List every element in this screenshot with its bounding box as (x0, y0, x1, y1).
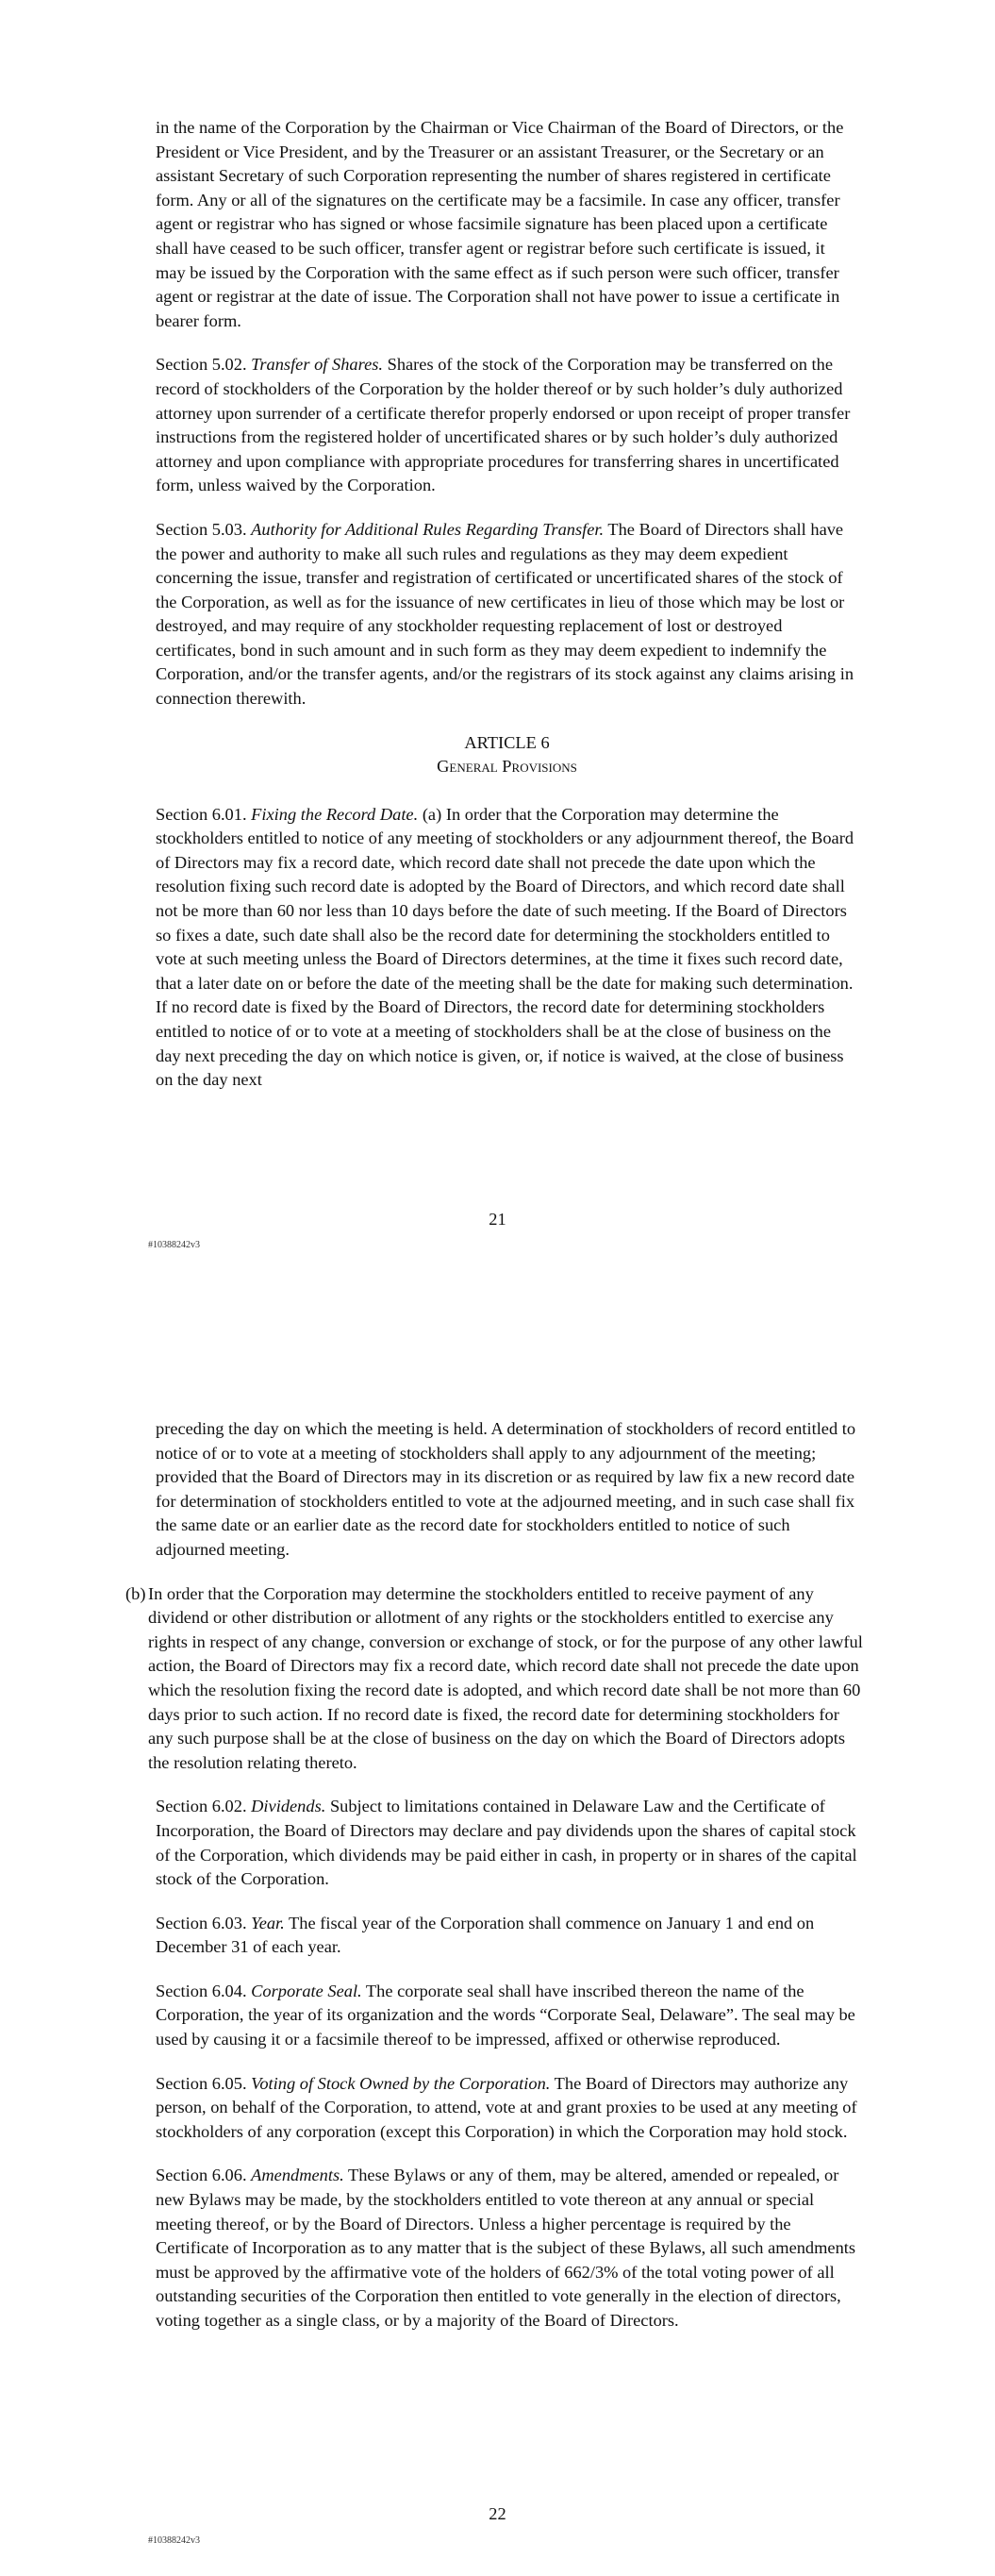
section-number: Section 6.04. (156, 1981, 247, 2000)
section-title: Corporate Seal. (251, 1981, 362, 2000)
section-title: Year. (251, 1913, 285, 1932)
section-title: Amendments. (251, 2166, 344, 2185)
section-text: The corporate seal shall have inscribed thereon the name of the Corporation, the year of its organization and the words “Corporate Seal, Delaware”. The seal may be used by causing it or a facsimile thereof to be impressed, affixed or otherwise reproduced. (156, 1981, 855, 2049)
section-6-04 (156, 1980, 858, 2052)
section-6-05 (156, 2072, 858, 2145)
section-text: (a) In order that the Corporation may determine the stockholders entitled to notice of any meeting of stockholders or any adjournment thereof, the Board of Directors may fix a record date, which record date shall not precede the date upon which the resolution fixing such record date is adopted by the Board of Directors, and which record date shall not be more than 60 nor less than 10 days before the date of such meeting. If the Board of Directors so fixes a date, such date shall also be the record date for determining the stockholders entitled to vote at such meeting unless the Board of Directors determines, at the time it fixes such record date, that a later date on or before the date of the meeting shall be the date for making such determination. If no record date is fixed by the Board of Directors, the record date for determining stockholders entitled to notice of or to vote at a meeting of stockholders shall be at the close of business on the day next preceding the day on which notice is given, or, if notice is waived, at the close of business on the day next (156, 804, 854, 1090)
clause-label: (b) (125, 1583, 146, 1603)
section-number: Section 5.03. (156, 519, 247, 539)
page-number: 21 (489, 1210, 506, 1229)
clause-text: In order that the Corporation may determine the stockholders entitled to receive payment of any dividend or other distribution or allotment of any rights or the stockholders entitled to exercise any rights in respect of any change, conversion or exchange of stock, or for the purpose of any other lawful action, the Board of Directors may fix a record date, which record date shall not precede the date upon which the resolution fixing the record date is adopted, and which record date shall be not more than 60 days prior to such action. If no record date is fixed, the record date for determining stockholders for any such purpose shall be at the close of business on the day on which the Board of Directors adopts the resolution relating thereto. (148, 1583, 863, 1772)
section-number: Section 6.03. (156, 1913, 247, 1932)
section-title: Authority for Additional Rules Regarding Transfer. (251, 519, 605, 539)
continuation-paragraph: preceding the day on which the meeting is held. A determination of stockholders of record entitled to notice of or to vote at a meeting of stockholders shall apply to any adjournment of the meeting; provided that the Board of Directors may in its discretion or as required by law fix a new record date for determination of stockholders entitled to vote at the adjourned meeting, and in such case shall fix the same date or an earlier date as the record date for stockholders entitled to notice of such adjourned meeting. (156, 1419, 856, 1559)
section-number: Section 6.01. (156, 804, 247, 824)
section-text: These Bylaws or any of them, may be altered, amended or repealed, or new Bylaws may be made, by the stockholders entitled to vote thereon at any annual or special meeting thereof, or by the Board of Directors. Unless a higher percentage is required by the Certificate of Incorporation as to any matter that is the subject of these Bylaws, all such amendments must be approved by the affirmative vote of the holders of 662/3% of the total voting power of all outstanding securities of the Corporation then entitled to vote generally in the election of directors, voting together as a single class, or by a majority of the Board of Directors. (156, 2166, 856, 2330)
page-body (125, 1417, 863, 2333)
section-5-02 (156, 353, 858, 498)
section-text: The Board of Directors shall have the power and authority to make all such rules and regulations as they may deem expedient concerning the issue, transfer and registration of certificated or uncertificated shares of the stock of the Corporation, as well as for the issuance of new certificates in lieu of those which may be lost or destroyed, and may require of any stockholder requesting replacement of lost or destroyed certificates, bond in such amount and in such form as they may deem expedient to indemnify the Corporation, and/or the transfer agents, and/or the registrars of its stock against any claims arising in connection therewith. (156, 519, 854, 709)
clause-b (125, 1582, 868, 1776)
continuation-paragraph: in the name of the Corporation by the Chairman or Vice Chairman of the Board of Directors, or the President or Vice President, and by the Treasurer or an assistant Treasurer, or the Secretary or an assistant Secretary of such Corporation representing the number of shares registered in certificate form. Any or all of the signatures on the certificate may be a facsimile. In case any officer, transfer agent or registrar who has signed or whose facsimile signature has been placed upon a certificate shall have ceased to be such officer, transfer agent or registrar before such certificate is issued, it may be issued by the Corporation with the same effect as if such person were such officer, transfer agent or registrar at the date of issue. The Corporation shall not have power to issue a certificate in bearer form. (156, 118, 844, 330)
article-title: General Provisions (437, 756, 577, 776)
section-5-03 (156, 518, 858, 711)
page-number: 22 (489, 2504, 506, 2523)
section-title: Voting of Stock Owned by the Corporation. (251, 2073, 551, 2093)
article-number: ARTICLE 6 (464, 732, 550, 752)
document-page-22 (0, 1288, 995, 2576)
section-number: Section 6.05. (156, 2073, 247, 2093)
section-6-01 (156, 803, 858, 1093)
section-text: Shares of the stock of the Corporation may be transferred on the record of stockholders of the Corporation by the holder thereof or by such holder’s duly authorized attorney upon surrender of a certificate therefor properly endorsed or upon receipt of proper transfer instructions from the registered holder of uncertificated shares or by such holder’s duly authorized attorney and upon compliance with appropriate procedures for transferring shares in uncertificated form, unless waived by the Corporation. (156, 355, 851, 495)
section-number: Section 6.02. (156, 1797, 247, 1816)
section-title: Fixing the Record Date. (251, 804, 419, 824)
section-text: Subject to limitations contained in Delaware Law and the Certificate of Incorporation, the Board of Directors may declare and pay dividends upon the shares of capital stock of the Corporation, which dividends may be paid either in cash, in property or in shares of the capital stock of the Corporation. (156, 1797, 857, 1889)
section-title: Transfer of Shares. (251, 355, 383, 375)
page-body (156, 116, 858, 1093)
section-text: The fiscal year of the Corporation shall commence on January 1 and end on December 31 of each year. (156, 1913, 815, 1957)
section-number: Section 5.02. (156, 355, 247, 375)
section-text: The Board of Directors may authorize any person, on behalf of the Corporation, to attend, vote at and grant proxies to be used at any meeting of stockholders of any corporation (except this Corporation) in which the Corporation may hold stock. (156, 2073, 857, 2141)
section-6-02 (156, 1795, 858, 1891)
section-number: Section 6.06. (156, 2166, 247, 2185)
document-id: #10388242v3 (148, 2535, 200, 2546)
section-6-03 (156, 1912, 858, 1960)
document-id: #10388242v3 (148, 1240, 200, 1250)
article-heading (156, 731, 858, 778)
section-title: Dividends. (251, 1797, 326, 1816)
section-6-06 (156, 2164, 858, 2333)
